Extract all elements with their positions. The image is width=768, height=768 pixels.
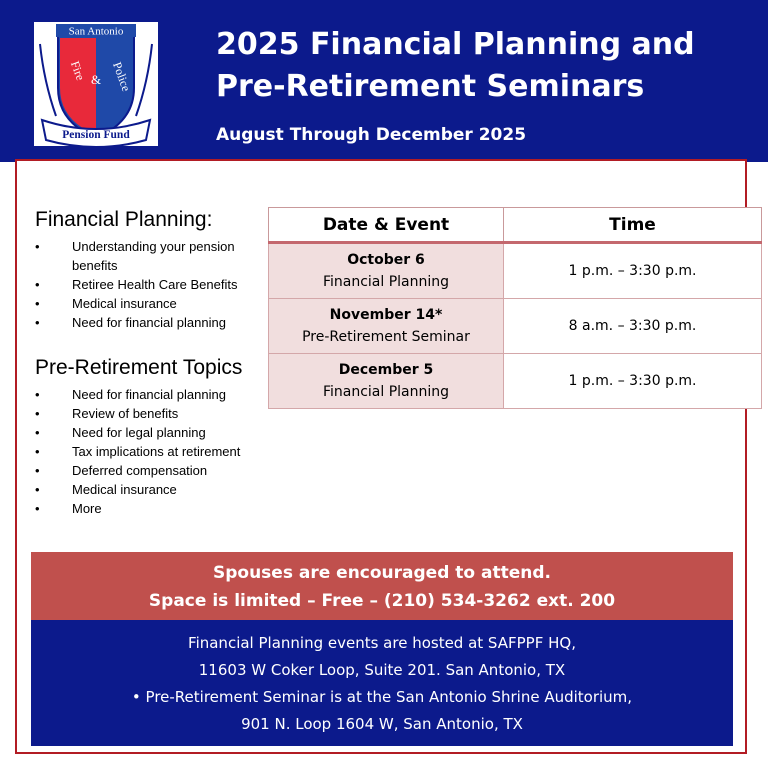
event-name: Pre-Retirement Seminar [302,329,470,345]
table-header-row [269,208,762,243]
notice-line-1: Spouses are encouraged to attend. [212,563,552,583]
event-name: Financial Planning [322,384,450,400]
date-event-column-header: Date & Event [269,208,504,243]
page-subtitle: August Through December 2025 [216,125,527,145]
list-item: • Need for financial planning [35,385,267,404]
list-item: • Retiree Health Care Benefits [35,275,267,294]
seminar-schedule-table [268,207,762,409]
location-line-4: 901 N. Loop 1604 W, San Antonio, TX [241,715,523,733]
financial-planning-list [35,237,267,332]
table-row [269,299,762,354]
table-row [269,243,762,299]
spouses-notice-banner [31,552,733,620]
date-event-cell [269,299,504,354]
logo-word-right: Police [110,60,134,94]
location-info-banner [31,620,733,746]
location-line-2: 11603 W Coker Loop, Suite 201. San Antonio, TX [198,661,566,679]
shield-logo-icon [34,22,158,146]
notice-line-2: Space is limited – Free – (210) 534-3262 ext. 200 [148,591,616,611]
list-item: • Medical insurance [35,480,267,499]
list-item: • More [35,499,267,518]
event-date: December 5 [338,362,434,378]
list-item: • Need for legal planning [35,423,267,442]
header-banner [0,0,768,162]
logo-word-left: Fire [67,59,88,83]
logo-top-text: San Antonio [68,25,124,38]
event-time: 1 p.m. – 3:30 p.m. [504,243,762,299]
event-time: 8 a.m. – 3:30 p.m. [504,299,762,354]
event-date: October 6 [347,252,425,268]
pre-retirement-list [35,385,267,518]
logo-ampersand: & [90,72,102,87]
topics-column [35,208,267,518]
event-name: Financial Planning [322,274,450,290]
pre-retirement-heading: Pre-Retirement Topics [35,356,243,379]
table-row [269,354,762,409]
time-column-header: Time [504,208,762,243]
location-line-3: • Pre-Retirement Seminar is at the San Antonio Shrine Auditorium, [131,688,633,706]
list-item: • Review of benefits [35,404,267,423]
event-time: 1 p.m. – 3:30 p.m. [504,354,762,409]
date-event-cell [269,243,504,299]
list-item: • Need for financial planning [35,313,267,332]
list-item: • Medical insurance [35,294,267,313]
logo-bottom-text: Pension Fund [62,129,130,141]
pension-fund-logo [34,22,158,146]
financial-planning-heading: Financial Planning: [35,208,213,231]
list-item: • Understanding your pension benefits [35,237,267,275]
page-title [216,24,746,108]
title-line-2: Pre-Retirement Seminars [216,69,645,104]
list-item: • Deferred compensation [35,461,267,480]
list-item: • Tax implications at retirement [35,442,267,461]
event-date: November 14* [329,307,443,323]
title-line-1: 2025 Financial Planning and [216,27,695,62]
date-event-cell [269,354,504,409]
location-line-1: Financial Planning events are hosted at SAFPPF HQ, [188,634,576,652]
